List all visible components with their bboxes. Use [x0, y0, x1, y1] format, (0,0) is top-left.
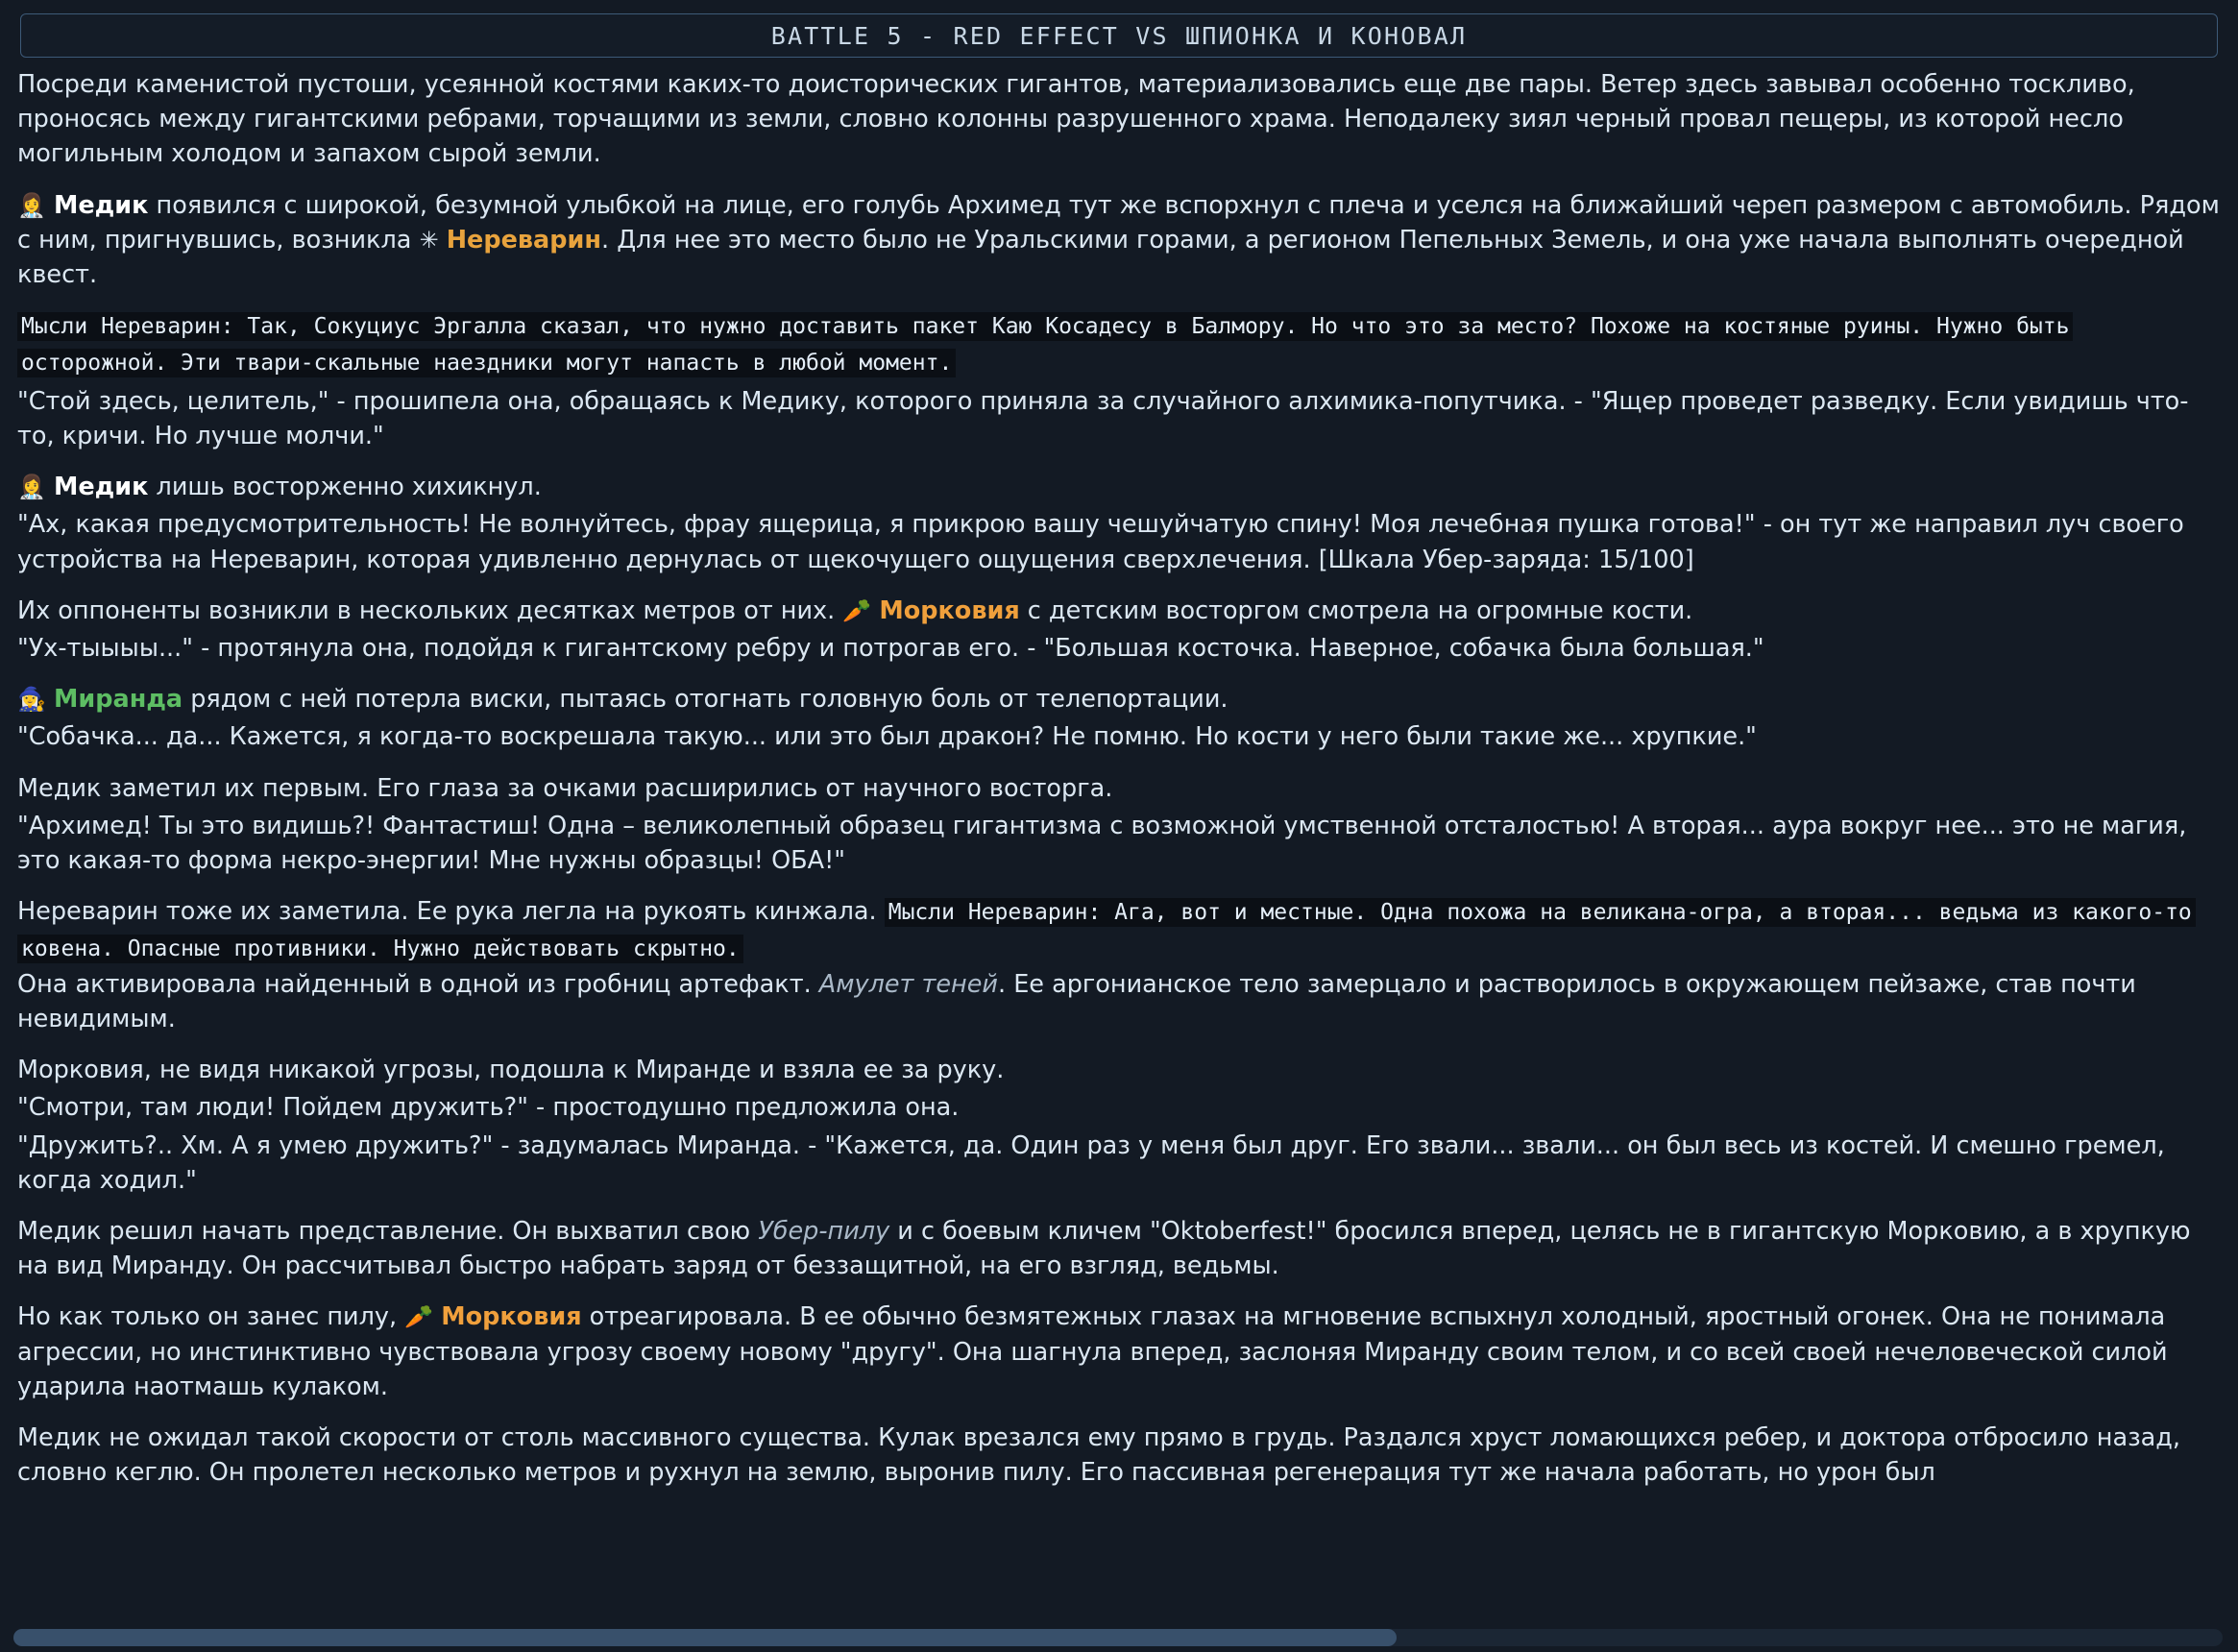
- scrollbar-thumb[interactable]: [13, 1629, 1397, 1646]
- thought-block-nerevarine-1: [17, 308, 2221, 381]
- paragraph-miranda-friend-reply: "Дружить?.. Хм. А я умею дружить?" - задумалась Миранда. - "Кажется, да. Один раз у меня был друг. Его звали... звали... он был весь из костей. И смешно гремел, когда ходил.": [17, 1130, 2165, 1195]
- character-name-miranda: Миранда: [54, 685, 183, 715]
- paragraph-morkovia-approaches: Морковия, не видя никакой угрозы, подошла к Миранде и взяла ее за руку.: [17, 1056, 1005, 1085]
- character-name-morkovia: Морковия: [879, 595, 1020, 625]
- medic-emoji-icon: 👩‍⚕️: [17, 191, 46, 219]
- paragraph-medic-attacks: [17, 1214, 2221, 1283]
- paragraph-text: лишь восторженно хихикнул.: [148, 473, 542, 502]
- paragraph-text: Медик решил начать представление. Он выхватил свою: [17, 1217, 759, 1247]
- thought-text: Мысли Нереварин: Так, Сокуциус Эргалла сказал, что нужно доставить пакет Каю Косадесу в Балмору. Но что это за место? Похоже на костяные руины. Нужно быть осторожной. Эти твари-скальные наездники могут напасть в любой момент.: [17, 312, 2073, 377]
- medic-emoji-icon-2: 👩‍⚕️: [17, 474, 46, 501]
- paragraph-text: Нереварин тоже их заметила. Ее рука легла на рукоять кинжала.: [17, 897, 885, 927]
- thought-text-2: Мысли Нереварин: Ага, вот и местные. Одна похожа на великана-огра, а вторая... ведьма из какого-то ковена. Опасные противники. Нужно действовать скрытно.: [17, 898, 2196, 963]
- paragraph-opponents-appear: [17, 594, 2221, 628]
- paragraph-morkovia-friend-offer: "Смотри, там люди! Пойдем дружить?" - простодушно предложила она.: [17, 1093, 960, 1123]
- paragraph-text-cont: . Для нее это место было не Уральскими горами, а регионом Пепельных Земель, и она уже начала выполнять очередной квест.: [17, 225, 2184, 290]
- character-name-medic-2: Медик: [54, 473, 149, 502]
- paragraph-text-cont: и с боевым кличем "Oktoberfest!" бросился вперед, целясь не в гигантскую Морковию, а в хрупкую на вид Миранду. Он рассчитывал быстро набрать заряд от беззащитной, на его взгляд, ведьмы.: [17, 1217, 2191, 1281]
- paragraph-nerevarine-notices: [17, 894, 2221, 967]
- morkovia-emoji-icon-2: 🥕: [404, 1303, 434, 1331]
- paragraph-intro: Посреди каменистой пустоши, усеянной костями каких-то доисторических гигантов, материализовались еще две пары. Ветер здесь завывал особенно тоскливо, проносясь между гигантскими ребрами, торчащими из земли, словно колонны разрушенного храма. Неподалеку зиял черный провал пещеры, из которой несло могильным холодом и запахом сырой земли.: [17, 70, 2135, 169]
- character-name-medic: Медик: [54, 190, 149, 220]
- paragraph-morkovia-reacts: [17, 1300, 2221, 1404]
- character-name-morkovia-2: Морковия: [441, 1302, 582, 1332]
- paragraph-text-cont: с детским восторгом смотрела на огромные кости.: [1019, 595, 1693, 625]
- paragraph-medic-excited-speech: "Архимед! Ты это видишь?! Фантастиш! Одна – великолепный образец гигантизма с возможной умственной отсталостью! А вторая... аура вокруг нее... это не магия, это какая-то форма некро-энергии! Мне нужны образцы! ОБА!": [17, 811, 2187, 876]
- paragraph-medic-giggle: [17, 470, 2221, 504]
- paragraph-text: появился с широкой, безумной улыбкой на лице, его голубь Архимед тут же вспорхнул с плеча и уселся на ближайший череп размером с автомобиль. Рядом с ним, пригнувшись, возникла: [17, 190, 2220, 255]
- paragraph-medic-hit: Медик не ожидал такой скорости от столь массивного существа. Кулак врезался ему прямо в грудь. Раздался хруст ломающихся ребер, и доктора отбросило назад, словно кеглю. Он пролетел несколько метров и рухнул на землю, выронив пилу. Его пассивная регенерация тут же начала работать, но урон был: [17, 1423, 2181, 1488]
- nerevarine-emoji-icon: ✳: [419, 226, 439, 254]
- paragraph-text: рядом с ней потерла виски, пытаясь отогнать головную боль от телепортации.: [182, 685, 1228, 715]
- paragraph-medic-appears: [17, 188, 2221, 293]
- paragraph-morkovia-speech: "Ух-тыыыы..." - протянула она, подойдя к гигантскому ребру и потрогав его. - "Большая косточка. Наверное, собачка была большая.": [17, 634, 1764, 664]
- paragraph-text-cont: . Ее аргонианское тело замерцало и растворилось в окружающем пейзаже, став почти невидимым.: [17, 969, 2136, 1034]
- weapon-name-ubersaw: Убер-пилу: [758, 1217, 890, 1247]
- morkovia-emoji-icon: 🥕: [842, 596, 872, 624]
- paragraph-amulet: [17, 967, 2221, 1036]
- character-name-nerevarine: Нереварин: [446, 225, 601, 255]
- paragraph-text-cont: отреагировала. В ее обычно безмятежных глазах на мгновение вспыхнул холодный, яростный огонек. Она не понимала агрессии, но инстинктивно чувствовала угрозу своему новому "другу". Она шагнула вперед, заслоняя Миранду своим телом, и со всей своей нечеловеческой силой ударила наотмашь кулаком.: [17, 1302, 2168, 1401]
- horizontal-scrollbar[interactable]: [13, 1629, 2223, 1646]
- paragraph-miranda-speech: "Собачка... да... Кажется, я когда-то воскрешала такую... или это был дракон? Не помню. Но кости у него были такие же... хрупкие.": [17, 722, 1757, 752]
- paragraph-text: Их оппоненты возникли в нескольких десятках метров от них.: [17, 595, 843, 625]
- paragraph-nerevarine-speech: "Стой здесь, целитель," - прошипела она, обращаясь к Медику, которого приняла за случайного алхимика-попутчика. - "Ящер проведет разведку. Если увидишь что-то, кричи. Но лучше молчи.": [17, 386, 2189, 451]
- paragraph-miranda-headache: [17, 682, 2221, 717]
- paragraph-text: Но как только он занес пилу,: [17, 1302, 405, 1332]
- page-title: BATTLE 5 - RED EFFECT VS ШПИОНКА И КОНОВАЛ: [770, 21, 1468, 50]
- paragraph-text: Она активировала найденный в одной из гробниц артефакт.: [17, 969, 819, 999]
- story-body: [13, 67, 2225, 1490]
- battle-title-bar: [20, 13, 2218, 58]
- paragraph-medic-speech: "Ах, какая предусмотрительность! Не волнуйтесь, фрау ящерица, я прикрою вашу чешуйчатую спину! Моя лечебная пушка готова!" - он тут же направил луч своего устройства на Нереварин, которая удивленно дернулась от щекочущего ощущения сверхлечения. [Шкала Убер-заряда: 15/100]: [17, 510, 2184, 574]
- miranda-emoji-icon: 🧙‍♀️: [17, 686, 46, 714]
- paragraph-medic-notices: Медик заметил их первым. Его глаза за очками расширились от научного восторга.: [17, 773, 1113, 803]
- artifact-name-amulet: Амулет теней: [818, 969, 998, 999]
